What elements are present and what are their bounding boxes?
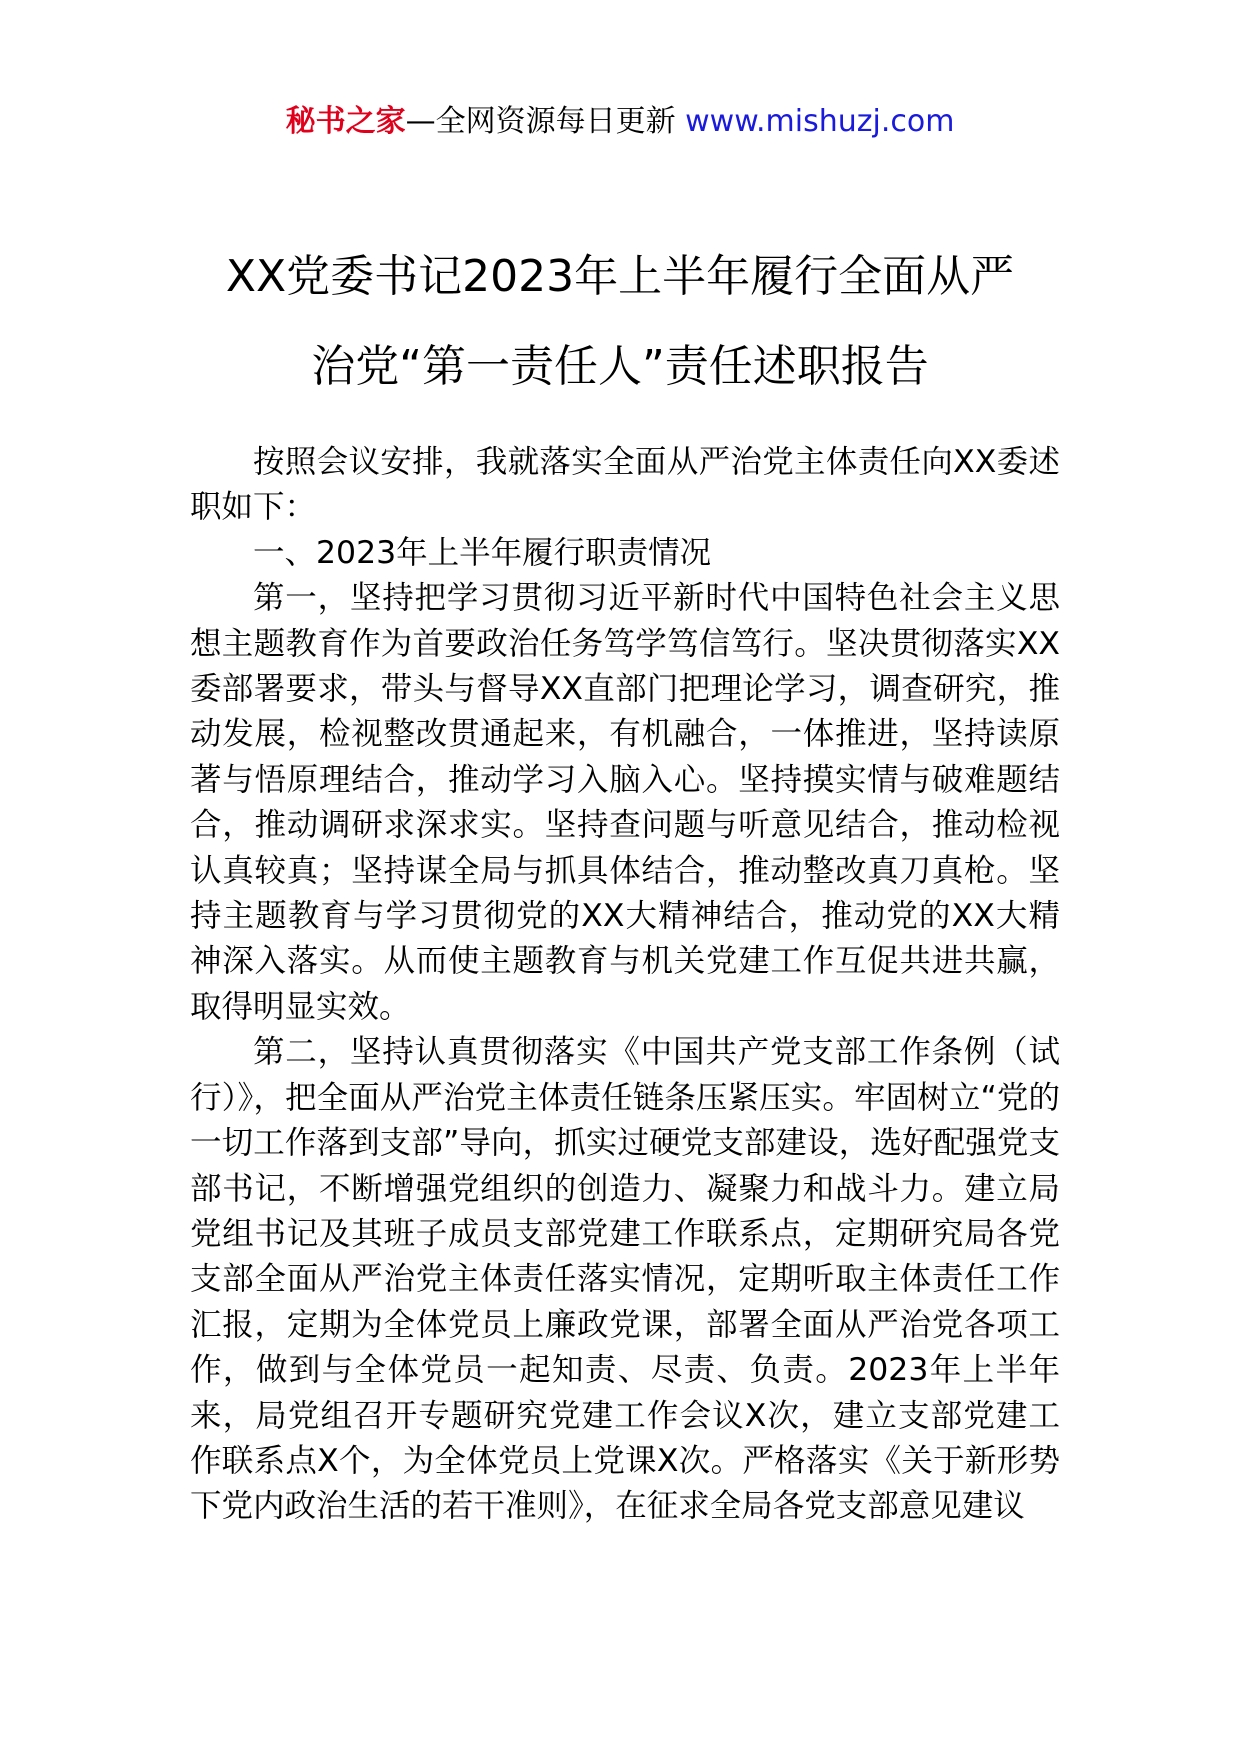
- site-brand: 秘书之家: [285, 104, 406, 139]
- document-title: [150, 232, 1090, 412]
- title-line-2: 治党“第一责任人”责任述职报告: [311, 341, 929, 392]
- site-url-link[interactable]: www.mishuzj.com: [685, 104, 955, 139]
- site-tagline: —全网资源每日更新: [405, 104, 686, 139]
- paragraph-first: 第一，坚持把学习贯彻习近平新时代中国特色社会主义思想主题教育作为首要政治任务笃学笃信笃行。坚决贯彻落实XX委部署要求，带头与督导XX直部门把理论学习，调查研究，推动发展，检视整改贯通起来，有机融合，一体推进，坚持读原著与悟原理结合，推动学习入脑入心。坚持摸实情与破难题结合，推动调研求深求实。坚持查问题与听意见结合，推动检视认真较真；坚持谋全局与抓具体结合，推动整改真刀真枪。坚持主题教育与学习贯彻党的XX大精神结合，推动党的XX大精神深入落实。从而使主题教育与机关党建工作互促共进共赢，取得明显实效。: [190, 580, 1060, 1025]
- section-heading: 一、2023年上半年履行职责情况: [253, 534, 712, 571]
- title-line-1: XX党委书记2023年上半年履行全面从严: [225, 251, 1015, 302]
- paragraph-second: 第二，坚持认真贯彻落实《中国共产党支部工作条例（试行）》，把全面从严治党主体责任链条压紧压实。牢固树立“党的一切工作落到支部”导向，抓实过硬党支部建设，选好配强党支部书记，不断增强党组织的创造力、凝聚力和战斗力。建立局党组书记及其班子成员支部党建工作联系点，定期研究局各党支部全面从严治党主体责任落实情况，定期听取主体责任工作汇报，定期为全体党员上廉政党课，部署全面从严治党各项工作，做到与全体党员一起知责、尽责、负责。2023年上半年来，局党组召开专题研究党建工作会议X次，建立支部党建工作联系点X个，为全体党员上党课X次。严格落实《关于新形势下党内政治生活的若干准则》，在征求全局各党支部意见建议: [190, 1034, 1060, 1525]
- site-header: [0, 100, 1240, 144]
- paragraph-intro: 按照会议安排，我就落实全面从严治党主体责任向XX委述职如下：: [190, 444, 1060, 526]
- document-body: [190, 440, 1060, 1530]
